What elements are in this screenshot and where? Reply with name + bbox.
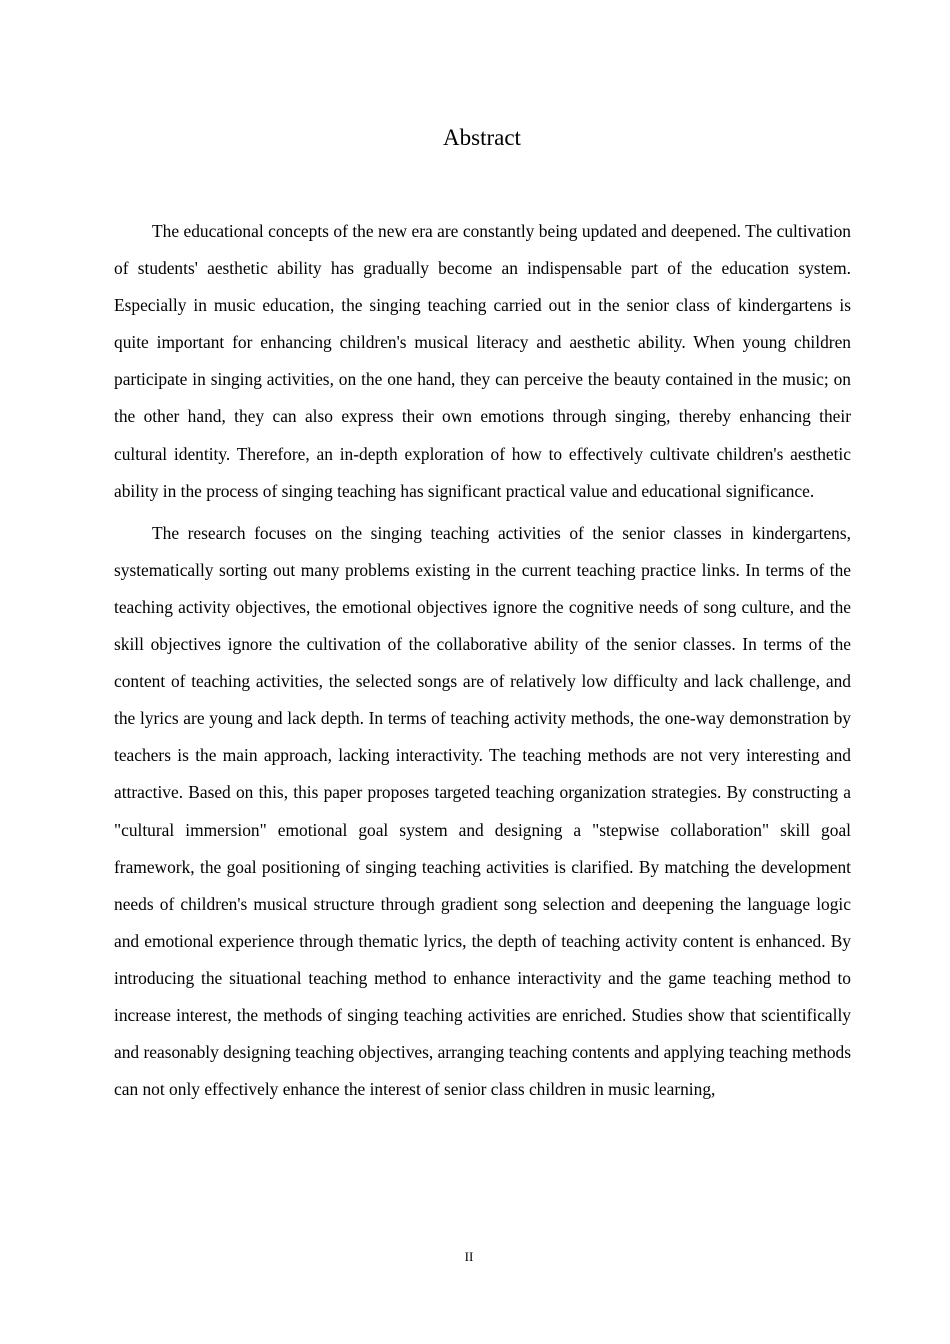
paragraph-2: The research focuses on the singing teaching activities of the senior classes in kindergartens, systematically sorting out many problems existing in the current teaching practice links. In terms of the teaching activity objectives, the emotional objectives ignore the cognitive needs of song culture, and the skill objectives ignore the cultivation of the collaborative ability of the senior classes. In terms of the content of teaching activities, the selected songs are of relatively low difficulty and lack challenge, and the lyrics are young and lack depth. In terms of teaching activity methods, the one-way demonstration by teachers is the main approach, lacking interactivity. The teaching methods are not very interesting and attractive. Based on this, this paper proposes targeted teaching organization strategies. By constructing a "cultural immersion" emotional goal system and designing a "stepwise collaboration" skill goal framework, the goal positioning of singing teaching activities is clarified. By matching the development needs of children's musical structure through gradient song selection and deepening the language logic and emotional experience through thematic lyrics, the depth of teaching activity content is enhanced. By introducing the situational teaching method to enhance interactivity and the game teaching method to increase interest, the methods of singing teaching activities are enriched. Studies show that scientifically and reasonably designing teaching objectives, arranging teaching contents and applying teaching methods can not only effectively enhance the interest of senior class children in music learning,	[114, 522, 851, 1100]
abstract-body	[114, 213, 851, 1108]
page-number: II	[464, 1249, 474, 1264]
page-title: Abstract	[443, 125, 521, 150]
paragraph-1: The educational concepts of the new era are constantly being updated and deepened. The cultivation of students' aesthetic ability has gradually become an indispensable part of the education system. Especially in music education, the singing teaching carried out in the senior class of kindergartens is quite important for enhancing children's musical literacy and aesthetic ability. When young children participate in singing activities, on the one hand, they can perceive the beauty contained in the music; on the other hand, they can also express their own emotions through singing, thereby enhancing their cultural identity. Therefore, an in-depth exploration of how to effectively cultivate children's aesthetic ability in the process of singing teaching has significant practical value and educational significance.	[114, 221, 851, 501]
